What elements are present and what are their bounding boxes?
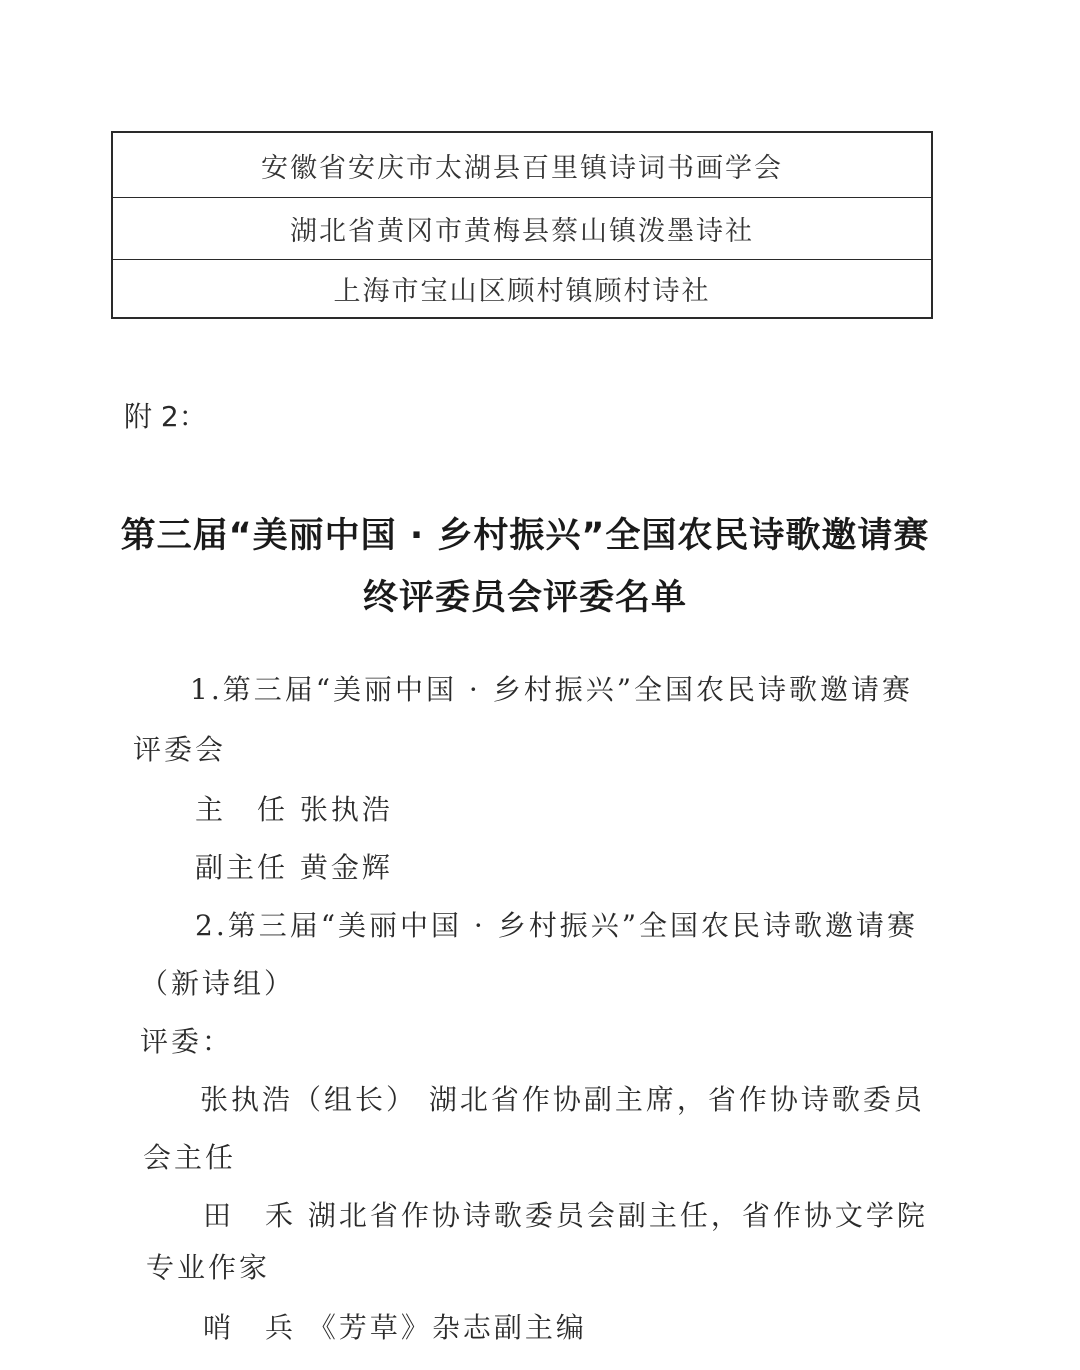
judge-entry: 哨 兵 《芳草》杂志副主编 [203, 1311, 587, 1344]
judge-entry-continued: 专业作家 [146, 1251, 271, 1284]
section-1-heading: 1.第三届“美丽中国 · 乡村振兴”全国农民诗歌邀请赛 [190, 673, 914, 706]
committee-director: 主 任 张执浩 [195, 793, 393, 826]
committee-deputy-director: 副主任 黄金辉 [195, 851, 393, 884]
judge-entry-continued: 会主任 [143, 1141, 237, 1174]
judges-label: 评委： [140, 1025, 234, 1058]
section-2-heading-continued: （新诗组） [140, 967, 296, 1000]
section-2-heading: 2.第三届“美丽中国 · 乡村振兴”全国农民诗歌邀请赛 [195, 909, 919, 942]
organization-row: 湖北省黄冈市黄梅县蔡山镇泼墨诗社 [113, 197, 931, 260]
organization-row: 安徽省安庆市太湖县百里镇诗词书画学会 [113, 133, 931, 198]
organization-table [111, 131, 933, 319]
document-title-line-1: 第三届“美丽中国 · 乡村振兴”全国农民诗歌邀请赛 [120, 516, 930, 556]
appendix-label: 附 2： [124, 400, 207, 433]
judge-entry: 张执浩（组长） 湖北省作协副主席，省作协诗歌委员 [200, 1083, 925, 1116]
judge-entry: 田 禾 湖北省作协诗歌委员会副主任，省作协文学院 [203, 1199, 928, 1232]
organization-row: 上海市宝山区顾村镇顾村诗社 [333, 275, 711, 307]
document-title-line-2: 终评委员会评委名单 [362, 578, 687, 618]
section-1-heading-continued: 评委会 [133, 733, 227, 766]
